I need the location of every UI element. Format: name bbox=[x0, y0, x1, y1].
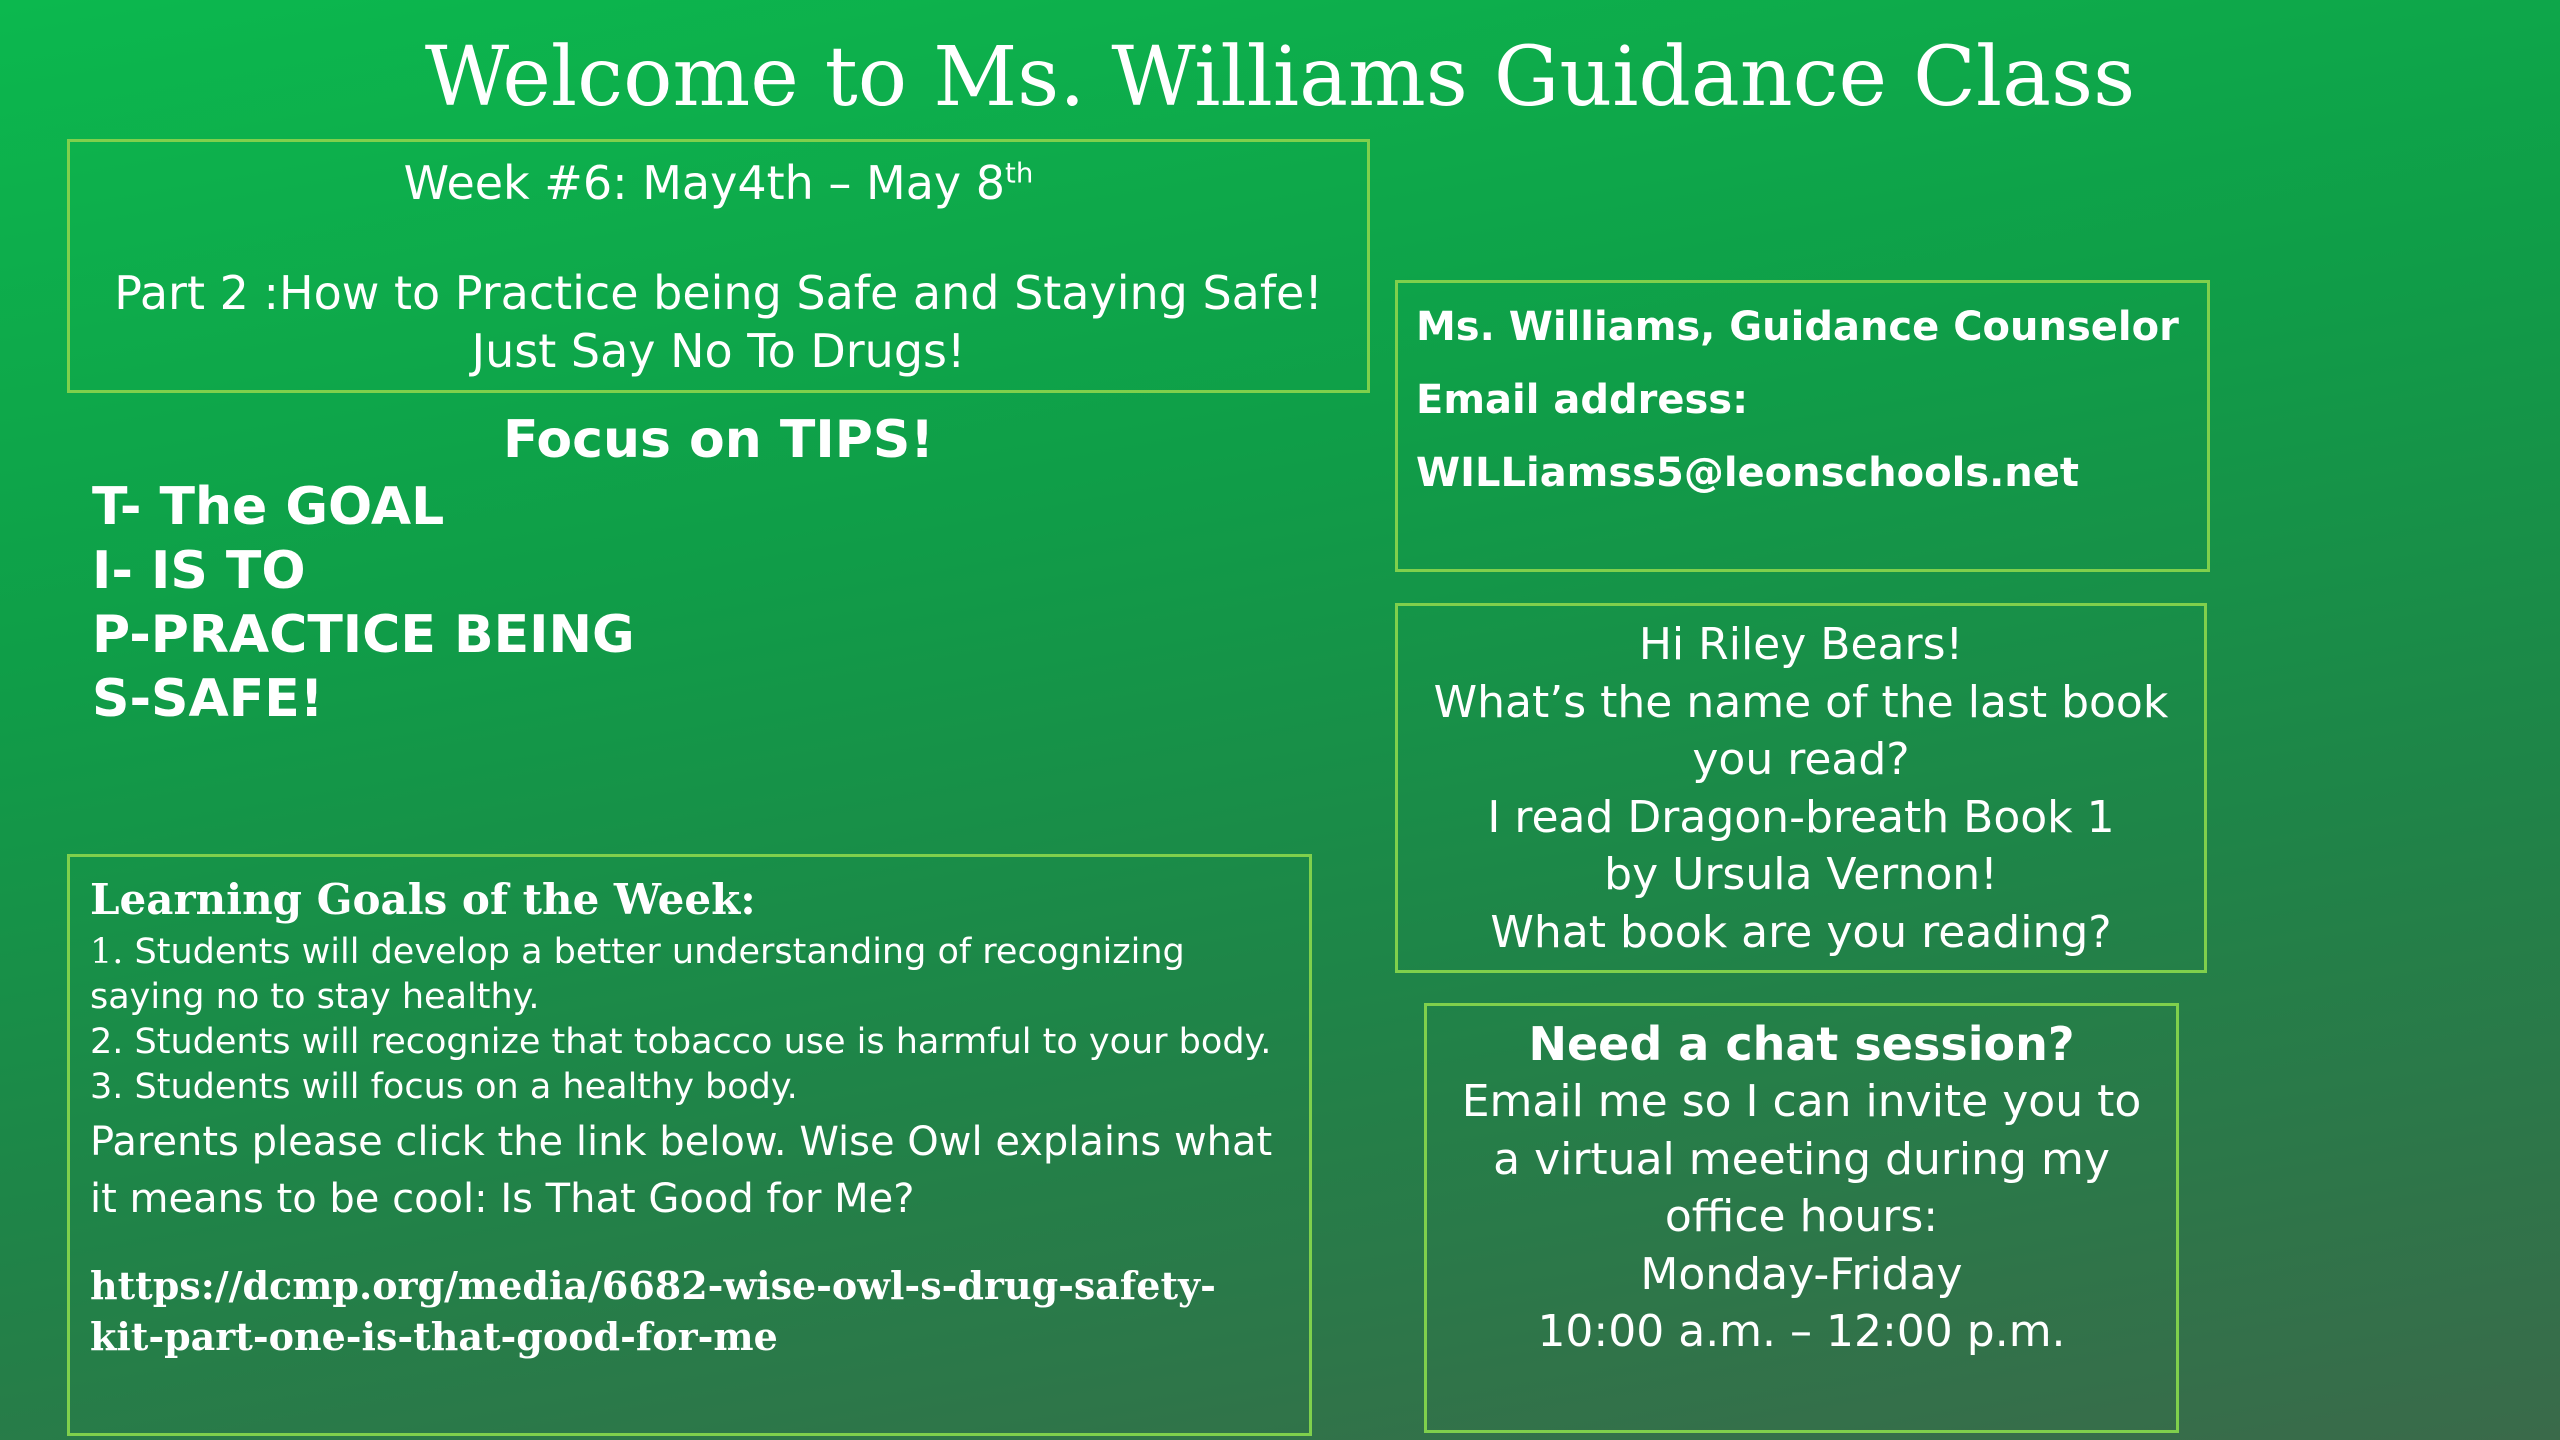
learning-goals-title: Learning Goals of the Week: bbox=[90, 875, 756, 924]
riley-bears-message-box bbox=[1395, 603, 2207, 973]
chat-line: Email me so I can invite you to bbox=[1461, 1076, 2142, 1127]
counselor-contact-box bbox=[1395, 280, 2210, 572]
goal-text: Students will develop a better understanding of recognizing saying no to stay healthy. bbox=[90, 932, 1185, 1017]
riley-line: I read Dragon-breath Book 1 bbox=[1487, 791, 2115, 843]
tips-item-i: I- IS TO bbox=[92, 541, 306, 601]
week-date-suffix: th bbox=[1005, 156, 1034, 190]
email-label: Email address: bbox=[1416, 377, 1749, 423]
goal-number: 1. bbox=[90, 932, 124, 972]
chat-line: a virtual meeting during my bbox=[1493, 1133, 2110, 1185]
parents-note: Parents please click the link below. Wise Owl explains what it means to be cool: Is That Good for Me? bbox=[90, 1119, 1273, 1222]
goal-item bbox=[90, 1065, 1287, 1110]
learning-goals-box bbox=[67, 854, 1312, 1436]
chat-line: office hours: bbox=[1664, 1191, 1939, 1242]
chat-line: Monday-Friday bbox=[1640, 1248, 1963, 1300]
riley-line: What book are you reading? bbox=[1490, 906, 2112, 958]
page-title: Welcome to Ms. Williams Guidance Class bbox=[424, 30, 2136, 125]
week-dates: Week #6: May4th – May 8 bbox=[403, 156, 1006, 210]
lesson-topic-line-2: Just Say No To Drugs! bbox=[471, 324, 966, 378]
office-hours-time: 10:00 a.m. – 12:00 p.m. bbox=[1537, 1306, 2066, 1357]
goal-text: Students will focus on a healthy body. bbox=[123, 1067, 798, 1107]
tips-item-p: P-PRACTICE BEING bbox=[92, 605, 635, 665]
counselor-name: Ms. Williams, Guidance Counselor bbox=[1416, 304, 2179, 350]
week-label bbox=[70, 156, 1367, 210]
wise-owl-video-link[interactable]: https://dcmp.org/media/6682-wise-owl-s-drug-safety-kit-part-one-is-that-good-for-me bbox=[90, 1263, 1216, 1359]
goal-item bbox=[90, 1020, 1287, 1065]
lesson-topic bbox=[70, 264, 1367, 380]
tips-item-s: S-SAFE! bbox=[92, 669, 324, 729]
email-address[interactable]: WILLiamss5@leonschools.net bbox=[1416, 450, 2080, 496]
tips-list bbox=[92, 475, 635, 731]
goal-number: 3. bbox=[90, 1067, 124, 1107]
goal-text: Students will recognize that tobacco use is harmful to your body. bbox=[123, 1022, 1272, 1062]
lesson-topic-line-1: Part 2 :How to Practice being Safe and Staying Safe! bbox=[114, 266, 1323, 320]
goal-item bbox=[90, 930, 1287, 1020]
chat-session-box bbox=[1424, 1003, 2179, 1433]
goal-number: 2. bbox=[90, 1022, 124, 1062]
riley-line: What’s the name of the last book bbox=[1433, 676, 2169, 728]
riley-line: you read? bbox=[1692, 734, 1910, 785]
week-info-box bbox=[67, 139, 1370, 393]
tips-item-t: T- The GOAL bbox=[92, 477, 445, 537]
chat-session-title: Need a chat session? bbox=[1528, 1017, 2075, 1071]
riley-line: Hi Riley Bears! bbox=[1638, 619, 1964, 670]
riley-line: by Ursula Vernon! bbox=[1604, 849, 1998, 900]
focus-title: Focus on TIPS! bbox=[503, 410, 934, 470]
